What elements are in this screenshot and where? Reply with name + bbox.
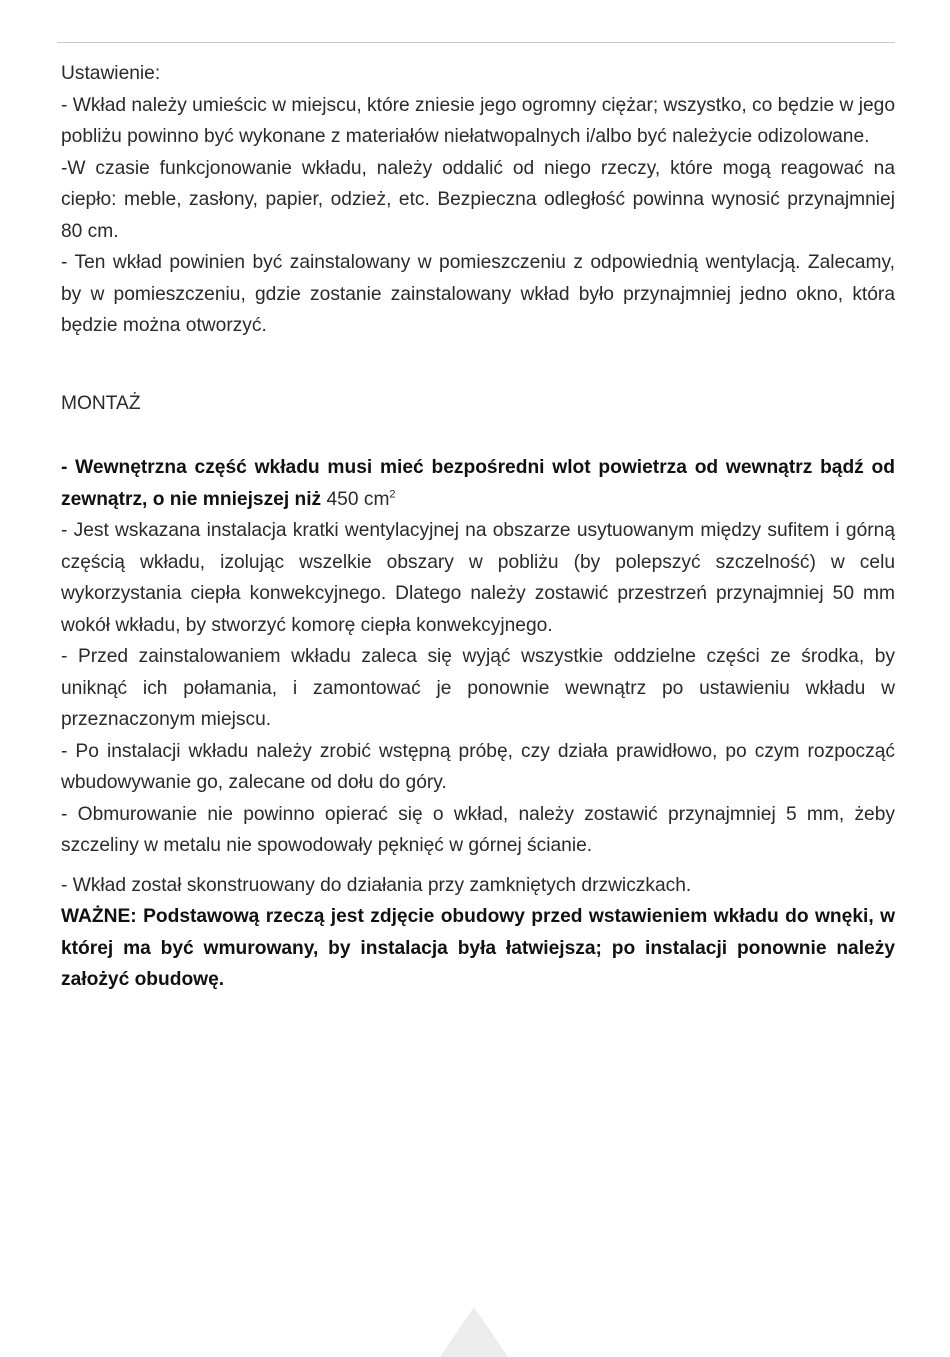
section-title-ustawienie: Ustawienie: [61, 63, 161, 84]
section-gap [61, 419, 895, 452]
important-note: WAŻNE: Podstawową rzeczą jest zdjęcie obudowy przed wstawieniem wkładu do wnęki, w której ma być wmurowany, by instalacja była łatwiejsza; po instalacji ponownie należy założyć obudowę. [61, 906, 895, 990]
section-gap [61, 862, 895, 870]
ustawienie-paragraph-3: - Ten wkład powinien być zainstalowany w pomieszczeniu z odpowiednią wentylacją. Zalecamy, by w pomieszczeniu, gdzie zostanie zainstalowany wkład było przynajmniej jedno okno, która będzie można otworzyć. [61, 252, 895, 336]
air-inlet-area-exponent: 2 [389, 488, 396, 501]
montaz-air-inlet-paragraph [61, 452, 895, 515]
ustawienie-paragraph-2: -W czasie funkcjonowanie wkładu, należy oddalić od niego rzeczy, które mogą reagować na ciepło: meble, zasłony, papier, odzież, etc. Bezpieczna odległość powinna wynosić przynajmniej 80 cm. [61, 157, 895, 242]
montaz-paragraph-3: - Po instalacji wkładu należy zrobić wstępną próbę, czy działa prawidłowo, po czym rozpocząć wbudowywanie go, zalecane od dołu do góry. [61, 740, 895, 793]
section-title-montaz: MONTAŻ [61, 392, 141, 414]
section-gap [61, 342, 895, 388]
montaz-paragraph-1: - Jest wskazana instalacja kratki wentylacyjnej na obszarze usytuowanym między sufitem i górną częścią wkładu, izolując wszelkie obszary w pobliżu (by polepszyć szczelność) w celu wykorzystania ciepła konwekcyjnego. Dlatego należy zostawić przestrzeń przynajmniej 50 mm wokół wkładu, by stworzyć komorę ciepła konwekcyjnego. [61, 520, 895, 636]
montaz-paragraph-4: - Obmurowanie nie powinno opierać się o wkład, należy zostawić przynajmniej 5 mm, żeby szczeliny w metalu nie spowodowały pęknięć w górnej ścianie. [61, 803, 895, 856]
scroll-up-triangle-icon [440, 1307, 508, 1357]
montaz-paragraph-2: - Przed zainstalowaniem wkładu zaleca się wyjąć wszystkie oddzielne części ze środka, by uniknąć ich połamania, i zamontować je ponownie wewnątrz po ustawieniu wkładu w przeznaczonym miejscu. [61, 646, 895, 730]
ustawienie-paragraph-1: - Wkład należy umieścic w miejscu, które zniesie jego ogromny ciężar; wszystko, co będzie w jego pobliżu powinno być wykonane z materiałów niełatwopalnych i/albo być należycie odizolowane. [61, 94, 895, 147]
air-inlet-area-value: 450 cm [326, 488, 390, 510]
montaz-paragraph-5: - Wkład został skonstruowany do działania przy zamkniętych drzwiczkach. [61, 874, 692, 896]
top-divider [57, 42, 895, 43]
air-inlet-bold-text: - Wewnętrzna część wkładu musi mieć bezpośredni wlot powietrza od wewnątrz bądź od zewnątrz, o nie mniejszej niż [61, 457, 895, 510]
page-content [61, 58, 895, 996]
